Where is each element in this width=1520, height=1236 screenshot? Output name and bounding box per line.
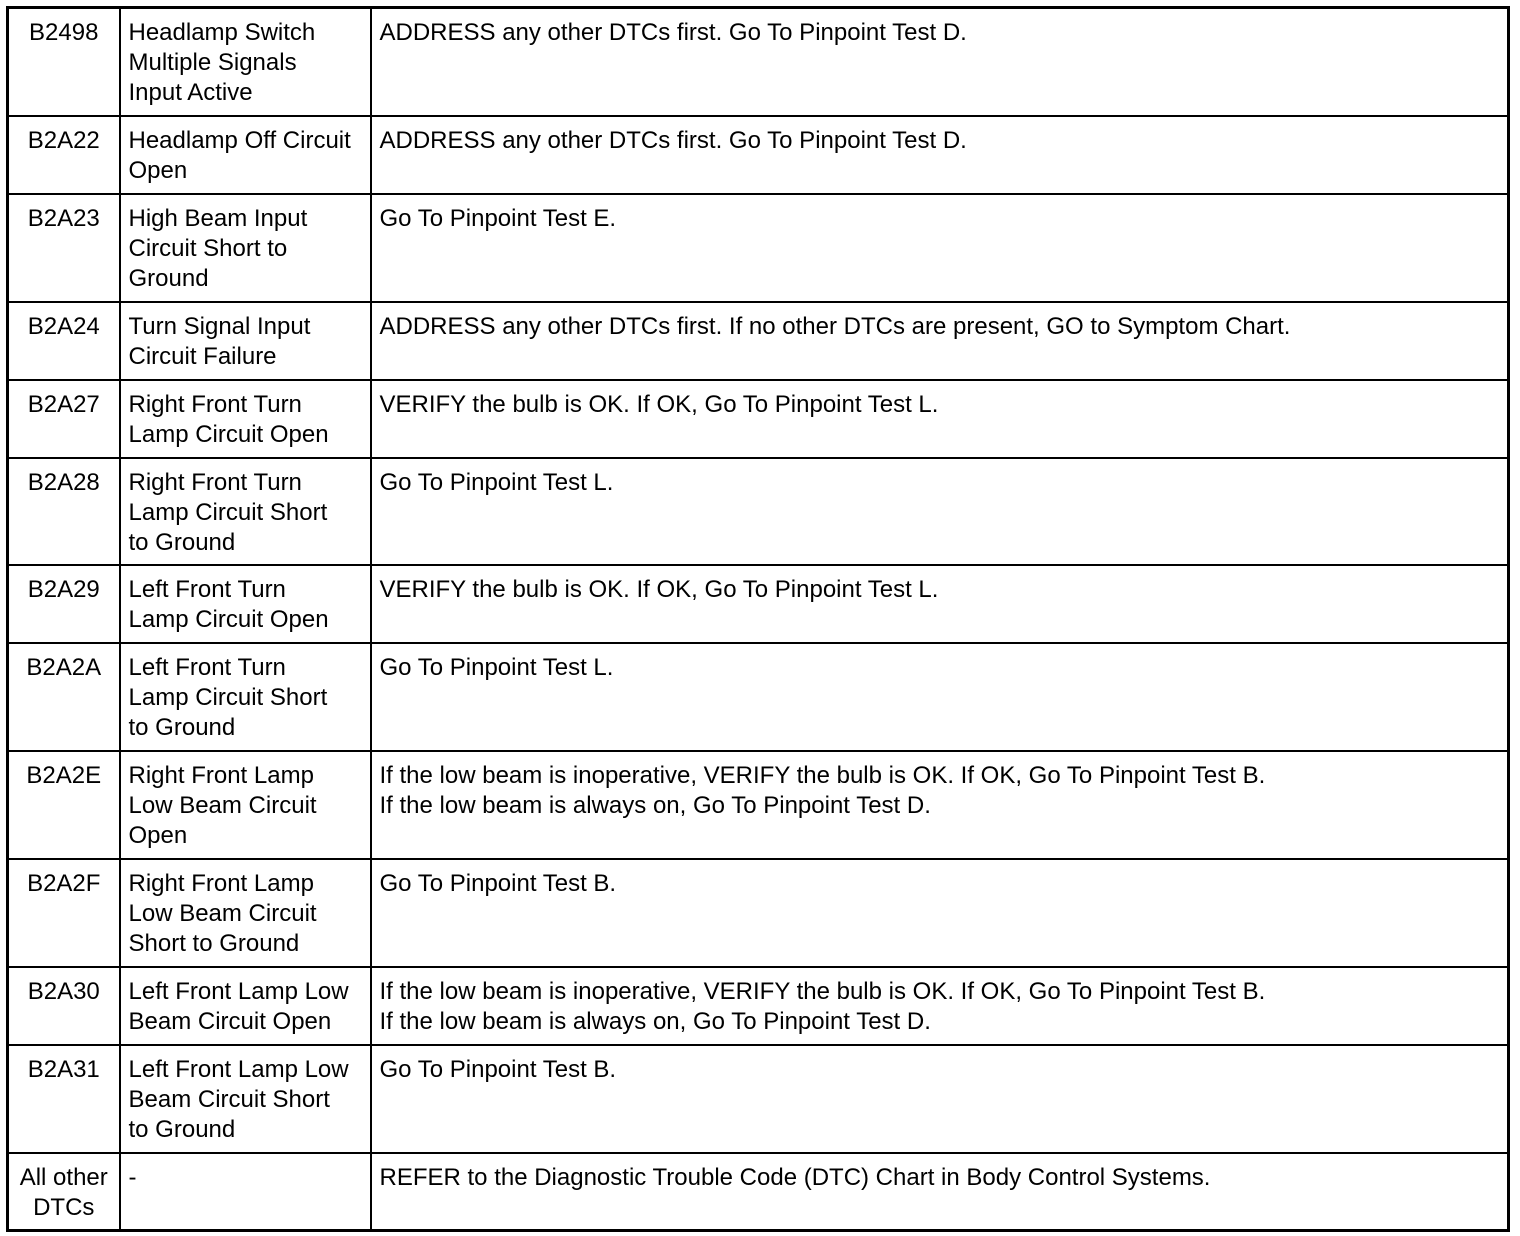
dtc-description-cell: [120, 8, 371, 116]
dtc-description-cell-line: Circuit Failure: [128, 342, 277, 370]
dtc-description-cell: [120, 380, 371, 458]
dtc-description-cell-line: Left Front Lamp Low: [128, 1055, 349, 1083]
dtc-action-cell: [371, 967, 1509, 1045]
dtc-description-cell: [120, 565, 371, 643]
table-row: [8, 8, 1509, 116]
dtc-code-cell: [8, 751, 120, 859]
dtc-action-cell: [371, 565, 1509, 643]
dtc-description-cell-line: to Ground: [128, 528, 236, 556]
dtc-description-cell: [120, 1153, 371, 1231]
dtc-action-cell-line: Go To Pinpoint Test B.: [379, 1055, 617, 1083]
dtc-action-cell-line: If the low beam is always on, Go To Pinpoint Test D.: [379, 1007, 931, 1035]
dtc-description-cell: [120, 302, 371, 380]
dtc-action-cell-line: Go To Pinpoint Test L.: [379, 653, 614, 681]
table-row: [8, 643, 1509, 751]
dtc-action-cell-line: Go To Pinpoint Test B.: [379, 869, 617, 897]
dtc-code-cell-line: B2A2A: [26, 653, 102, 681]
dtc-code-cell: [8, 458, 120, 565]
table-row: [8, 859, 1509, 967]
dtc-code-cell-line: B2A24: [27, 312, 100, 340]
dtc-action-cell-line: If the low beam is always on, Go To Pinpoint Test D.: [379, 791, 931, 819]
dtc-action-cell-line: Go To Pinpoint Test E.: [379, 204, 617, 232]
dtc-code-cell-line: B2A27: [27, 390, 100, 418]
dtc-code-cell: [8, 1153, 120, 1231]
dtc-code-cell-line: All other: [19, 1163, 108, 1191]
dtc-description-cell-line: Right Front Lamp: [128, 869, 314, 897]
dtc-description-cell: [120, 116, 371, 194]
table-row: [8, 751, 1509, 859]
dtc-action-cell-line: ADDRESS any other DTCs first. Go To Pinpoint Test D.: [379, 126, 967, 154]
dtc-action-cell-line: If the low beam is inoperative, VERIFY the bulb is OK. If OK, Go To Pinpoint Test B.: [379, 977, 1266, 1005]
dtc-description-cell: [120, 859, 371, 967]
dtc-description-cell: [120, 967, 371, 1045]
dtc-description-cell-line: Lamp Circuit Open: [128, 420, 329, 448]
table-row: [8, 458, 1509, 565]
table-row: [8, 302, 1509, 380]
dtc-description-cell-line: -: [128, 1163, 137, 1191]
dtc-code-cell-line: B2A31: [27, 1055, 100, 1083]
dtc-code-cell-line: B2A29: [27, 575, 100, 603]
dtc-description-cell-line: to Ground: [128, 713, 236, 741]
dtc-action-cell-line: ADDRESS any other DTCs first. Go To Pinpoint Test D.: [379, 19, 967, 46]
dtc-description-cell-line: Input Active: [128, 79, 253, 106]
dtc-description-cell: [120, 1045, 371, 1153]
dtc-description-cell: [120, 458, 371, 565]
dtc-action-cell-line: VERIFY the bulb is OK. If OK, Go To Pinpoint Test L.: [379, 575, 939, 603]
dtc-description-cell-line: Circuit Short to: [128, 234, 288, 262]
dtc-description-cell-line: Open: [128, 821, 188, 849]
dtc-action-cell-line: REFER to the Diagnostic Trouble Code (DTC) Chart in Body Control Systems.: [379, 1163, 1211, 1191]
dtc-code-cell: [8, 1045, 120, 1153]
table-row: [8, 1153, 1509, 1231]
dtc-action-cell: [371, 8, 1509, 116]
dtc-action-cell: [371, 194, 1509, 302]
dtc-description-cell-line: Open: [128, 156, 188, 184]
dtc-description-cell-line: Beam Circuit Open: [128, 1007, 332, 1035]
dtc-code-cell: [8, 302, 120, 380]
dtc-description-cell-line: Left Front Lamp Low: [128, 977, 349, 1005]
table-row: [8, 116, 1509, 194]
dtc-action-cell-line: Go To Pinpoint Test L.: [379, 468, 614, 496]
dtc-code-cell-line: B2A23: [27, 204, 100, 232]
dtc-code-cell-line: B2A22: [27, 126, 100, 154]
dtc-description-cell-line: Ground: [128, 264, 209, 292]
table-row: [8, 1045, 1509, 1153]
dtc-description-cell: [120, 751, 371, 859]
dtc-description-cell-line: Right Front Lamp: [128, 761, 314, 789]
dtc-description-cell-line: Right Front Turn: [128, 390, 302, 418]
dtc-action-cell-line: VERIFY the bulb is OK. If OK, Go To Pinpoint Test L.: [379, 390, 939, 418]
dtc-code-cell: [8, 967, 120, 1045]
dtc-code-cell-line: DTCs: [33, 1193, 95, 1221]
dtc-description-cell-line: to Ground: [128, 1115, 236, 1143]
dtc-action-cell: [371, 116, 1509, 194]
dtc-description-cell-line: Headlamp Switch: [128, 19, 316, 46]
dtc-description-cell-line: Low Beam Circuit: [128, 899, 317, 927]
dtc-code-cell-line: B2A2E: [26, 761, 102, 789]
dtc-code-cell: [8, 194, 120, 302]
dtc-table: [6, 6, 1510, 1232]
dtc-description-cell-line: Low Beam Circuit: [128, 791, 317, 819]
dtc-action-cell: [371, 643, 1509, 751]
dtc-description-cell-line: Lamp Circuit Open: [128, 605, 329, 633]
dtc-description-cell-line: Headlamp Off Circuit: [128, 126, 351, 154]
dtc-code-cell: [8, 116, 120, 194]
dtc-code-cell-line: B2498: [29, 19, 99, 46]
dtc-code-cell: [8, 565, 120, 643]
dtc-code-cell: [8, 8, 120, 116]
dtc-description-cell-line: Left Front Turn: [128, 653, 286, 681]
dtc-action-cell: [371, 1153, 1509, 1231]
dtc-description-cell-line: Multiple Signals: [128, 49, 297, 76]
dtc-description-cell-line: Beam Circuit Short: [128, 1085, 330, 1113]
dtc-description-cell-line: Left Front Turn: [128, 575, 286, 603]
table-row: [8, 967, 1509, 1045]
dtc-description-cell: [120, 643, 371, 751]
dtc-description-cell-line: Right Front Turn: [128, 468, 302, 496]
dtc-action-cell: [371, 859, 1509, 967]
dtc-code-cell-line: B2A2F: [27, 869, 101, 897]
dtc-description-cell: [120, 194, 371, 302]
dtc-code-cell: [8, 643, 120, 751]
dtc-code-cell-line: B2A30: [27, 977, 100, 1005]
dtc-code-cell-line: B2A28: [27, 468, 100, 496]
dtc-action-cell-line: ADDRESS any other DTCs first. If no other DTCs are present, GO to Symptom Chart.: [379, 312, 1291, 340]
dtc-description-cell-line: Lamp Circuit Short: [128, 498, 328, 526]
dtc-code-cell: [8, 859, 120, 967]
dtc-action-cell: [371, 380, 1509, 458]
dtc-description-cell-line: Lamp Circuit Short: [128, 683, 328, 711]
dtc-action-cell: [371, 302, 1509, 380]
dtc-action-cell-line: If the low beam is inoperative, VERIFY the bulb is OK. If OK, Go To Pinpoint Test B.: [379, 761, 1266, 789]
table-row: [8, 380, 1509, 458]
dtc-description-cell-line: Turn Signal Input: [128, 312, 311, 340]
dtc-code-cell: [8, 380, 120, 458]
dtc-action-cell: [371, 751, 1509, 859]
table-row: [8, 565, 1509, 643]
dtc-description-cell-line: High Beam Input: [128, 204, 308, 232]
table-row: [8, 194, 1509, 302]
dtc-action-cell: [371, 1045, 1509, 1153]
dtc-action-cell: [371, 458, 1509, 565]
dtc-table-body: [8, 8, 1509, 1231]
dtc-description-cell-line: Short to Ground: [128, 929, 300, 957]
